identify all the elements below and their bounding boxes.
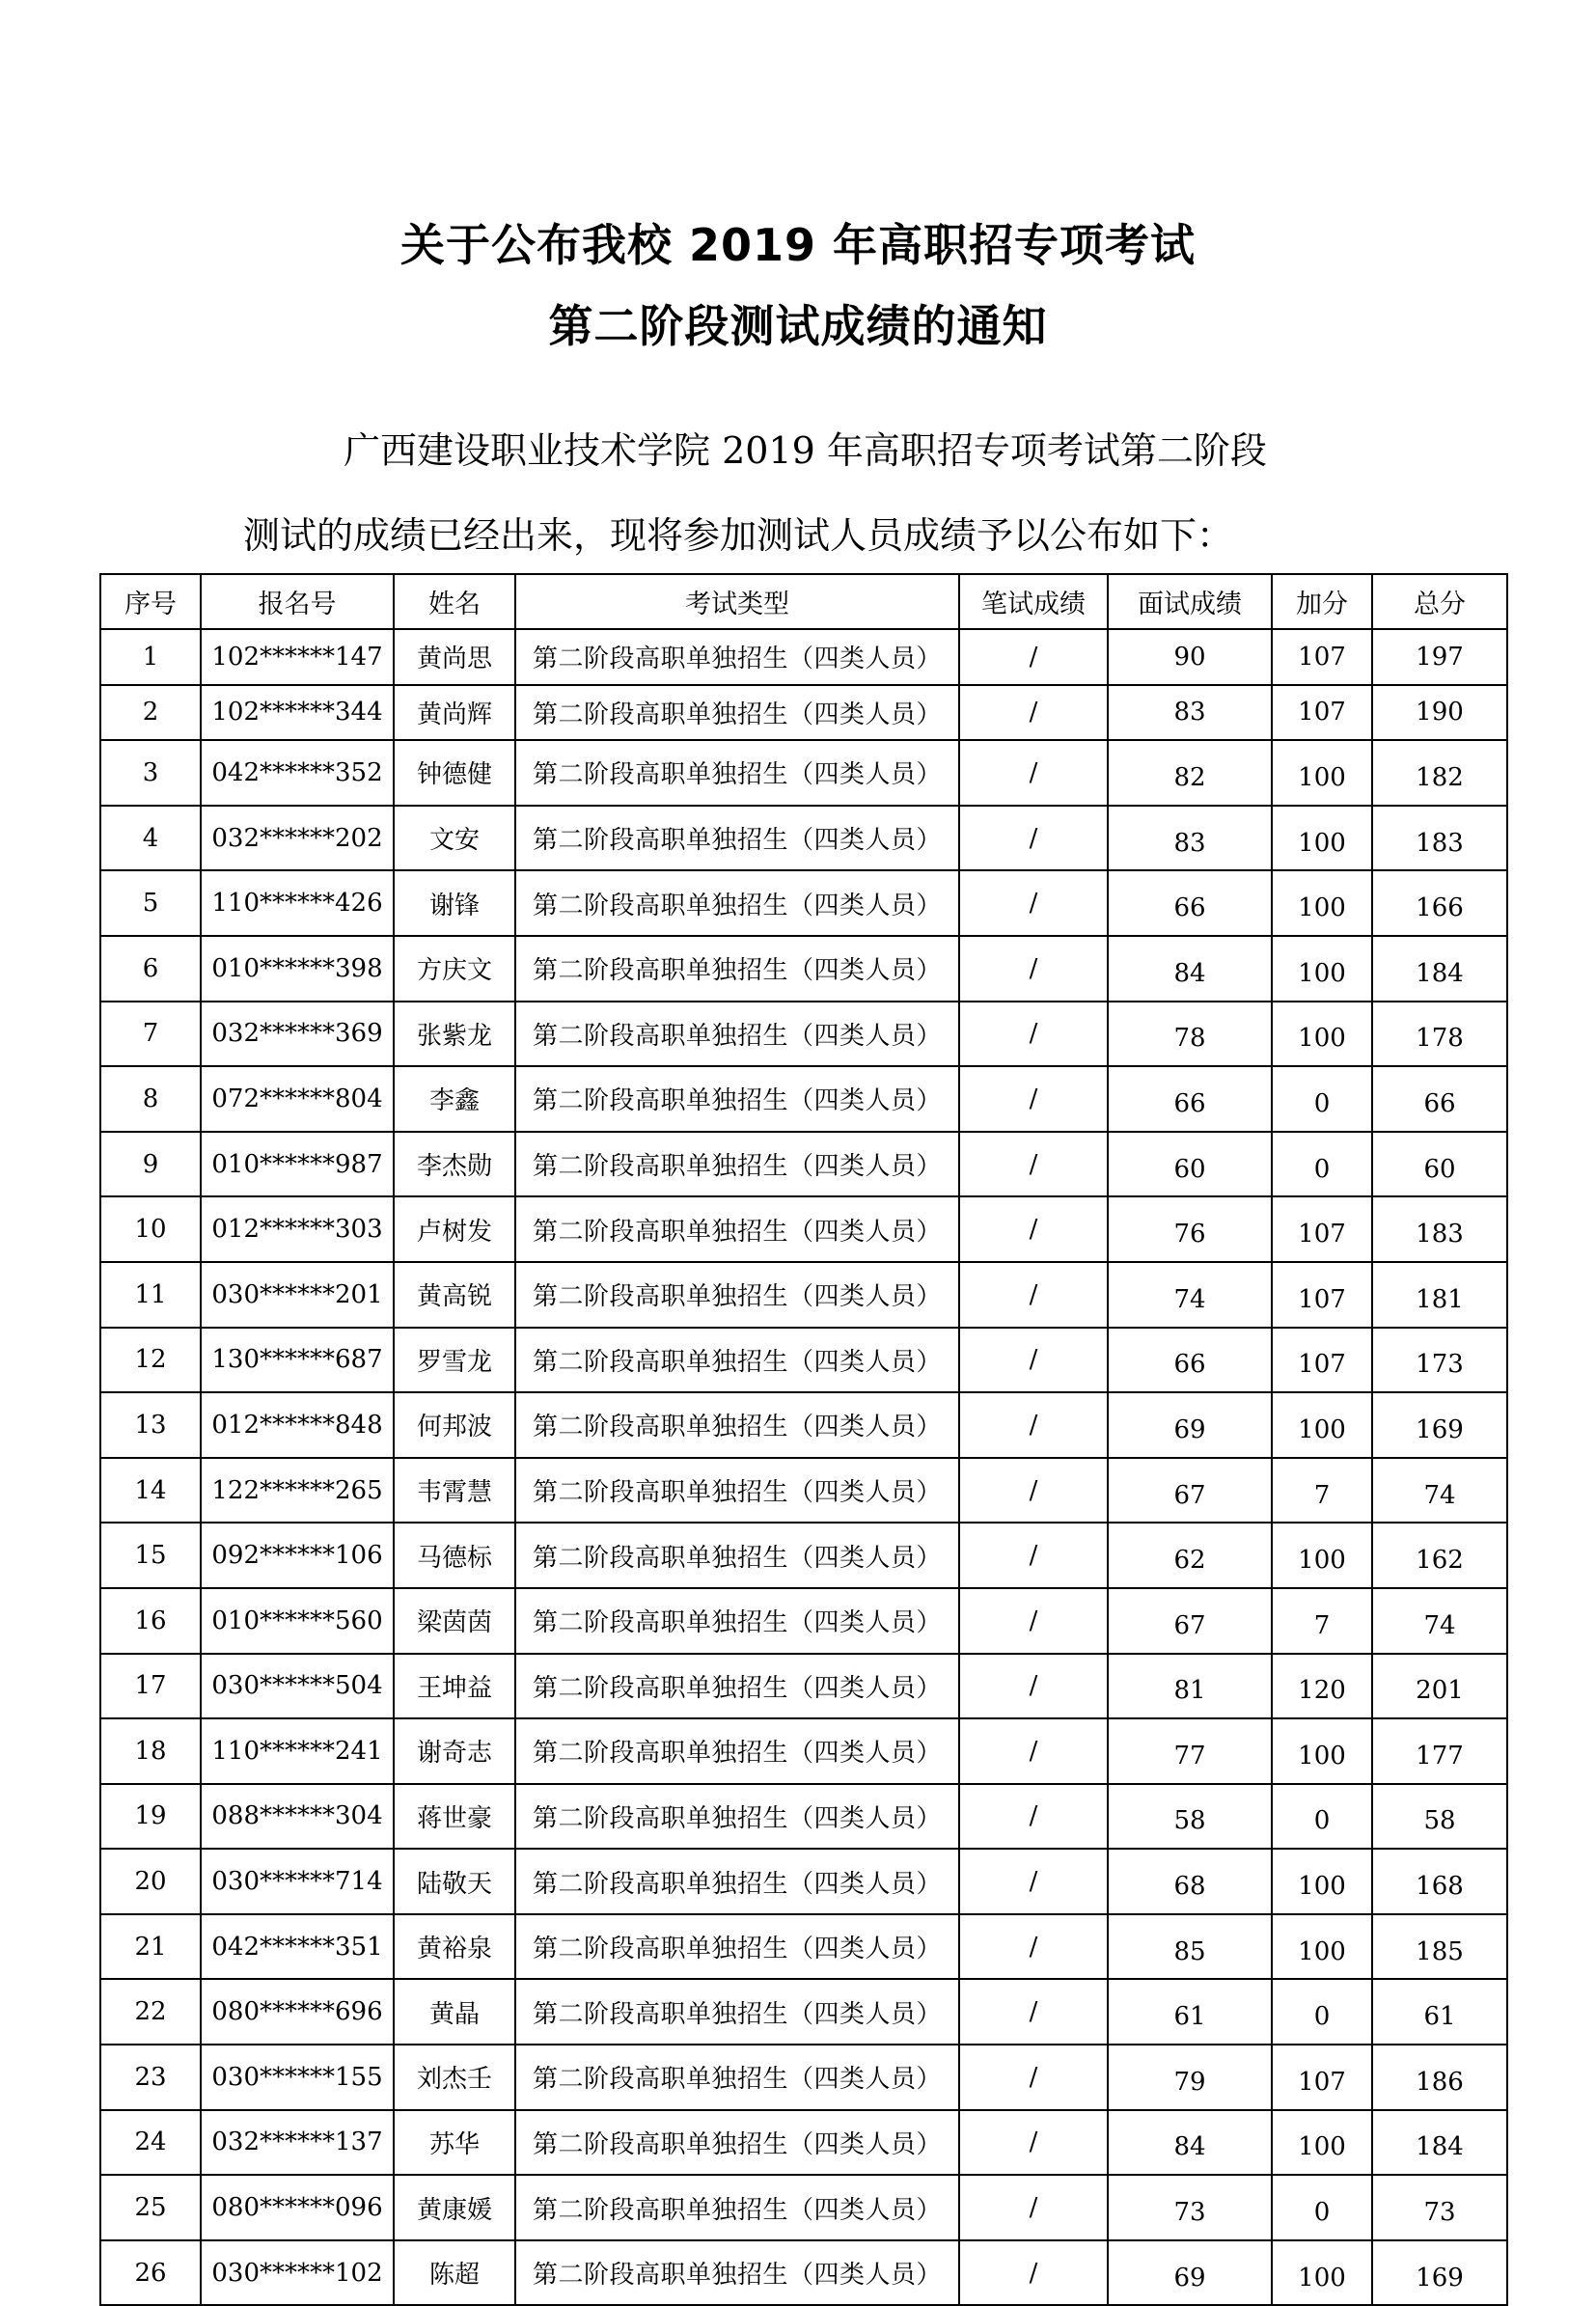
cell-interview-score: 81: [1108, 1654, 1272, 1719]
cell-bonus: 100: [1272, 1523, 1372, 1588]
cell-registration-no: 110******241: [201, 1718, 394, 1784]
cell-exam-type: 第二阶段高职单独招生（四类人员）: [515, 2045, 959, 2110]
header-bonus: 加分: [1272, 574, 1372, 629]
cell-total: 166: [1372, 870, 1507, 936]
cell-bonus: 100: [1272, 2240, 1372, 2306]
cell-name: 谢锋: [394, 870, 515, 936]
cell-bonus: 100: [1272, 740, 1372, 806]
cell-no: 11: [100, 1262, 201, 1328]
cell-no: 20: [100, 1849, 201, 1914]
header-name: 姓名: [394, 574, 515, 629]
cell-registration-no: 080******096: [201, 2175, 394, 2240]
cell-total: 184: [1372, 936, 1507, 1002]
cell-bonus: 107: [1272, 1196, 1372, 1262]
cell-written-score: /: [959, 936, 1108, 1002]
cell-no: 18: [100, 1718, 201, 1784]
cell-total: 186: [1372, 2045, 1507, 2110]
cell-registration-no: 030******201: [201, 1262, 394, 1328]
cell-exam-type: 第二阶段高职单独招生（四类人员）: [515, 1588, 959, 1654]
score-table: [99, 573, 1508, 2306]
cell-interview-score: 84: [1108, 936, 1272, 1002]
cell-written-score: /: [959, 1523, 1108, 1588]
cell-name: 黄晶: [394, 1979, 515, 2045]
cell-written-score: /: [959, 1849, 1108, 1914]
cell-total: 177: [1372, 1718, 1507, 1784]
table-row: [100, 2240, 1507, 2306]
cell-registration-no: 088******304: [201, 1784, 394, 1850]
cell-no: 14: [100, 1458, 201, 1524]
cell-total: 197: [1372, 629, 1507, 685]
cell-total: 181: [1372, 1262, 1507, 1328]
cell-bonus: 100: [1272, 870, 1372, 936]
cell-interview-score: 67: [1108, 1458, 1272, 1524]
cell-exam-type: 第二阶段高职单独招生（四类人员）: [515, 870, 959, 936]
cell-interview-score: 82: [1108, 740, 1272, 806]
cell-no: 7: [100, 1002, 201, 1067]
cell-interview-score: 66: [1108, 870, 1272, 936]
cell-bonus: 100: [1272, 1718, 1372, 1784]
table-row: [100, 2045, 1507, 2110]
cell-registration-no: 080******696: [201, 1979, 394, 2045]
cell-exam-type: 第二阶段高职单独招生（四类人员）: [515, 1262, 959, 1328]
cell-name: 卢树发: [394, 1196, 515, 1262]
cell-interview-score: 74: [1108, 1262, 1272, 1328]
cell-registration-no: 092******106: [201, 1523, 394, 1588]
table-row: [100, 806, 1507, 871]
cell-name: 韦霄慧: [394, 1458, 515, 1524]
cell-registration-no: 110******426: [201, 870, 394, 936]
cell-registration-no: 010******987: [201, 1132, 394, 1197]
cell-written-score: /: [959, 629, 1108, 685]
cell-registration-no: 030******102: [201, 2240, 394, 2306]
cell-written-score: /: [959, 1196, 1108, 1262]
cell-exam-type: 第二阶段高职单独招生（四类人员）: [515, 629, 959, 685]
cell-bonus: 100: [1272, 1914, 1372, 1980]
cell-registration-no: 010******560: [201, 1588, 394, 1654]
cell-written-score: /: [959, 1066, 1108, 1132]
cell-exam-type: 第二阶段高职单独招生（四类人员）: [515, 1066, 959, 1132]
cell-written-score: /: [959, 1262, 1108, 1328]
cell-name: 蒋世豪: [394, 1784, 515, 1850]
header-registration-no: 报名号: [201, 574, 394, 629]
intro-paragraph-line-2: 测试的成绩已经出来，现将参加测试人员成绩予以公布如下：: [243, 514, 1234, 557]
cell-written-score: /: [959, 1328, 1108, 1393]
cell-registration-no: 030******504: [201, 1654, 394, 1719]
cell-name: 罗雪龙: [394, 1328, 515, 1393]
cell-interview-score: 83: [1108, 806, 1272, 871]
cell-name: 黄尚思: [394, 629, 515, 685]
cell-interview-score: 61: [1108, 1979, 1272, 2045]
cell-no: 6: [100, 936, 201, 1002]
table-row: [100, 1262, 1507, 1328]
table-row: [100, 1066, 1507, 1132]
table-row: [100, 1132, 1507, 1197]
cell-registration-no: 030******714: [201, 1849, 394, 1914]
cell-written-score: /: [959, 1132, 1108, 1197]
cell-total: 185: [1372, 1914, 1507, 1980]
table-row: [100, 1196, 1507, 1262]
cell-exam-type: 第二阶段高职单独招生（四类人员）: [515, 2175, 959, 2240]
cell-bonus: 107: [1272, 629, 1372, 685]
cell-total: 74: [1372, 1588, 1507, 1654]
table-row: [100, 2110, 1507, 2176]
cell-interview-score: 69: [1108, 1392, 1272, 1458]
cell-interview-score: 69: [1108, 2240, 1272, 2306]
intro-paragraph-line-1: 广西建设职业技术学院 2019 年高职招专项考试第二阶段: [344, 429, 1267, 472]
table-row: [100, 740, 1507, 806]
cell-interview-score: 58: [1108, 1784, 1272, 1850]
cell-total: 169: [1372, 2240, 1507, 2306]
cell-interview-score: 79: [1108, 2045, 1272, 2110]
cell-exam-type: 第二阶段高职单独招生（四类人员）: [515, 1914, 959, 1980]
cell-registration-no: 042******351: [201, 1914, 394, 1980]
cell-no: 12: [100, 1328, 201, 1393]
document-title-line-2: 第二阶段测试成绩的通知: [548, 300, 1048, 352]
cell-name: 陆敬天: [394, 1849, 515, 1914]
cell-bonus: 7: [1272, 1458, 1372, 1524]
cell-total: 61: [1372, 1979, 1507, 2045]
cell-name: 陈超: [394, 2240, 515, 2306]
cell-registration-no: 130******687: [201, 1328, 394, 1393]
cell-exam-type: 第二阶段高职单独招生（四类人员）: [515, 1654, 959, 1719]
table-row: [100, 1458, 1507, 1524]
cell-no: 2: [100, 685, 201, 741]
cell-no: 8: [100, 1066, 201, 1132]
cell-total: 201: [1372, 1654, 1507, 1719]
cell-exam-type: 第二阶段高职单独招生（四类人员）: [515, 1002, 959, 1067]
cell-interview-score: 85: [1108, 1914, 1272, 1980]
cell-registration-no: 042******352: [201, 740, 394, 806]
cell-no: 9: [100, 1132, 201, 1197]
cell-interview-score: 68: [1108, 1849, 1272, 1914]
cell-no: 4: [100, 806, 201, 871]
table-header-row: [100, 574, 1507, 629]
cell-bonus: 0: [1272, 1979, 1372, 2045]
table-row: [100, 1979, 1507, 2045]
cell-total: 73: [1372, 2175, 1507, 2240]
cell-exam-type: 第二阶段高职单独招生（四类人员）: [515, 936, 959, 1002]
cell-interview-score: 76: [1108, 1196, 1272, 1262]
cell-name: 马德标: [394, 1523, 515, 1588]
cell-bonus: 0: [1272, 1132, 1372, 1197]
cell-written-score: /: [959, 1654, 1108, 1719]
cell-interview-score: 62: [1108, 1523, 1272, 1588]
cell-exam-type: 第二阶段高职单独招生（四类人员）: [515, 2240, 959, 2306]
cell-exam-type: 第二阶段高职单独招生（四类人员）: [515, 740, 959, 806]
cell-bonus: 0: [1272, 1784, 1372, 1850]
cell-bonus: 120: [1272, 1654, 1372, 1719]
cell-registration-no: 122******265: [201, 1458, 394, 1524]
cell-interview-score: 83: [1108, 685, 1272, 741]
cell-exam-type: 第二阶段高职单独招生（四类人员）: [515, 1392, 959, 1458]
table-row: [100, 1392, 1507, 1458]
cell-name: 张紫龙: [394, 1002, 515, 1067]
table-row: [100, 1523, 1507, 1588]
cell-total: 66: [1372, 1066, 1507, 1132]
cell-bonus: 7: [1272, 1588, 1372, 1654]
cell-exam-type: 第二阶段高职单独招生（四类人员）: [515, 685, 959, 741]
cell-interview-score: 67: [1108, 1588, 1272, 1654]
cell-interview-score: 60: [1108, 1132, 1272, 1197]
header-interview-score: 面试成绩: [1108, 574, 1272, 629]
table-row: [100, 629, 1507, 685]
cell-registration-no: 102******147: [201, 629, 394, 685]
cell-exam-type: 第二阶段高职单独招生（四类人员）: [515, 1196, 959, 1262]
cell-bonus: 0: [1272, 1066, 1372, 1132]
cell-name: 苏华: [394, 2110, 515, 2176]
cell-total: 173: [1372, 1328, 1507, 1393]
cell-written-score: /: [959, 2045, 1108, 2110]
cell-interview-score: 78: [1108, 1002, 1272, 1067]
cell-written-score: /: [959, 1588, 1108, 1654]
cell-registration-no: 012******303: [201, 1196, 394, 1262]
table-row: [100, 1784, 1507, 1850]
cell-interview-score: 73: [1108, 2175, 1272, 2240]
cell-exam-type: 第二阶段高职单独招生（四类人员）: [515, 1458, 959, 1524]
table-row: [100, 1914, 1507, 1980]
cell-no: 23: [100, 2045, 201, 2110]
cell-total: 178: [1372, 1002, 1507, 1067]
cell-bonus: 100: [1272, 1392, 1372, 1458]
cell-bonus: 107: [1272, 1328, 1372, 1393]
header-no: 序号: [100, 574, 201, 629]
cell-bonus: 100: [1272, 936, 1372, 1002]
cell-total: 58: [1372, 1784, 1507, 1850]
cell-bonus: 100: [1272, 1002, 1372, 1067]
cell-exam-type: 第二阶段高职单独招生（四类人员）: [515, 1849, 959, 1914]
cell-total: 169: [1372, 1392, 1507, 1458]
cell-exam-type: 第二阶段高职单独招生（四类人员）: [515, 2110, 959, 2176]
cell-name: 黄康媛: [394, 2175, 515, 2240]
table-row: [100, 1002, 1507, 1067]
cell-name: 钟德健: [394, 740, 515, 806]
cell-name: 谢奇志: [394, 1718, 515, 1784]
cell-no: 19: [100, 1784, 201, 1850]
cell-no: 22: [100, 1979, 201, 2045]
table-row: [100, 1588, 1507, 1654]
table-row: [100, 685, 1507, 741]
cell-name: 梁茵茵: [394, 1588, 515, 1654]
cell-name: 文安: [394, 806, 515, 871]
cell-no: 17: [100, 1654, 201, 1719]
table-row: [100, 1328, 1507, 1393]
cell-bonus: 100: [1272, 2110, 1372, 2176]
table-row: [100, 870, 1507, 936]
cell-registration-no: 072******804: [201, 1066, 394, 1132]
cell-exam-type: 第二阶段高职单独招生（四类人员）: [515, 1328, 959, 1393]
cell-total: 74: [1372, 1458, 1507, 1524]
cell-total: 184: [1372, 2110, 1507, 2176]
cell-bonus: 107: [1272, 685, 1372, 741]
cell-written-score: /: [959, 685, 1108, 741]
cell-registration-no: 032******137: [201, 2110, 394, 2176]
cell-no: 25: [100, 2175, 201, 2240]
table-row: [100, 2175, 1507, 2240]
cell-name: 王坤益: [394, 1654, 515, 1719]
cell-exam-type: 第二阶段高职单独招生（四类人员）: [515, 806, 959, 871]
cell-written-score: /: [959, 1914, 1108, 1980]
cell-registration-no: 102******344: [201, 685, 394, 741]
header-exam-type: 考试类型: [515, 574, 959, 629]
document-title-line-1: 关于公布我校 2019 年高职招专项考试: [399, 219, 1197, 271]
cell-total: 183: [1372, 1196, 1507, 1262]
cell-interview-score: 66: [1108, 1066, 1272, 1132]
cell-bonus: 0: [1272, 2175, 1372, 2240]
cell-no: 16: [100, 1588, 201, 1654]
header-written-score: 笔试成绩: [959, 574, 1108, 629]
cell-no: 21: [100, 1914, 201, 1980]
cell-exam-type: 第二阶段高职单独招生（四类人员）: [515, 1979, 959, 2045]
cell-exam-type: 第二阶段高职单独招生（四类人员）: [515, 1132, 959, 1197]
cell-name: 黄尚辉: [394, 685, 515, 741]
cell-written-score: /: [959, 1002, 1108, 1067]
cell-registration-no: 032******202: [201, 806, 394, 871]
cell-written-score: /: [959, 2240, 1108, 2306]
cell-total: 60: [1372, 1132, 1507, 1197]
cell-total: 162: [1372, 1523, 1507, 1588]
table-row: [100, 1849, 1507, 1914]
cell-registration-no: 032******369: [201, 1002, 394, 1067]
cell-no: 3: [100, 740, 201, 806]
cell-name: 李鑫: [394, 1066, 515, 1132]
cell-written-score: /: [959, 806, 1108, 871]
cell-bonus: 100: [1272, 1849, 1372, 1914]
cell-written-score: /: [959, 1458, 1108, 1524]
cell-no: 26: [100, 2240, 201, 2306]
cell-interview-score: 84: [1108, 2110, 1272, 2176]
cell-bonus: 100: [1272, 806, 1372, 871]
cell-no: 1: [100, 629, 201, 685]
cell-name: 李杰勋: [394, 1132, 515, 1197]
cell-written-score: /: [959, 1979, 1108, 2045]
cell-bonus: 107: [1272, 1262, 1372, 1328]
cell-registration-no: 012******848: [201, 1392, 394, 1458]
cell-interview-score: 66: [1108, 1328, 1272, 1393]
cell-written-score: /: [959, 2110, 1108, 2176]
cell-total: 168: [1372, 1849, 1507, 1914]
cell-exam-type: 第二阶段高职单独招生（四类人员）: [515, 1523, 959, 1588]
cell-interview-score: 90: [1108, 629, 1272, 685]
cell-no: 10: [100, 1196, 201, 1262]
header-total: 总分: [1372, 574, 1507, 629]
table-row: [100, 1718, 1507, 1784]
cell-exam-type: 第二阶段高职单独招生（四类人员）: [515, 1718, 959, 1784]
cell-name: 黄高锐: [394, 1262, 515, 1328]
table-row: [100, 936, 1507, 1002]
cell-name: 方庆文: [394, 936, 515, 1002]
cell-total: 183: [1372, 806, 1507, 871]
cell-name: 黄裕泉: [394, 1914, 515, 1980]
table-row: [100, 1654, 1507, 1719]
table-body: [100, 629, 1507, 2305]
cell-no: 5: [100, 870, 201, 936]
cell-exam-type: 第二阶段高职单独招生（四类人员）: [515, 1784, 959, 1850]
cell-total: 182: [1372, 740, 1507, 806]
cell-no: 15: [100, 1523, 201, 1588]
cell-no: 13: [100, 1392, 201, 1458]
cell-registration-no: 010******398: [201, 936, 394, 1002]
cell-no: 24: [100, 2110, 201, 2176]
cell-written-score: /: [959, 1784, 1108, 1850]
cell-name: 刘杰壬: [394, 2045, 515, 2110]
cell-total: 190: [1372, 685, 1507, 741]
cell-bonus: 107: [1272, 2045, 1372, 2110]
cell-written-score: /: [959, 1718, 1108, 1784]
cell-interview-score: 77: [1108, 1718, 1272, 1784]
cell-written-score: /: [959, 740, 1108, 806]
cell-name: 何邦波: [394, 1392, 515, 1458]
cell-written-score: /: [959, 1392, 1108, 1458]
cell-written-score: /: [959, 2175, 1108, 2240]
cell-written-score: /: [959, 870, 1108, 936]
cell-registration-no: 030******155: [201, 2045, 394, 2110]
